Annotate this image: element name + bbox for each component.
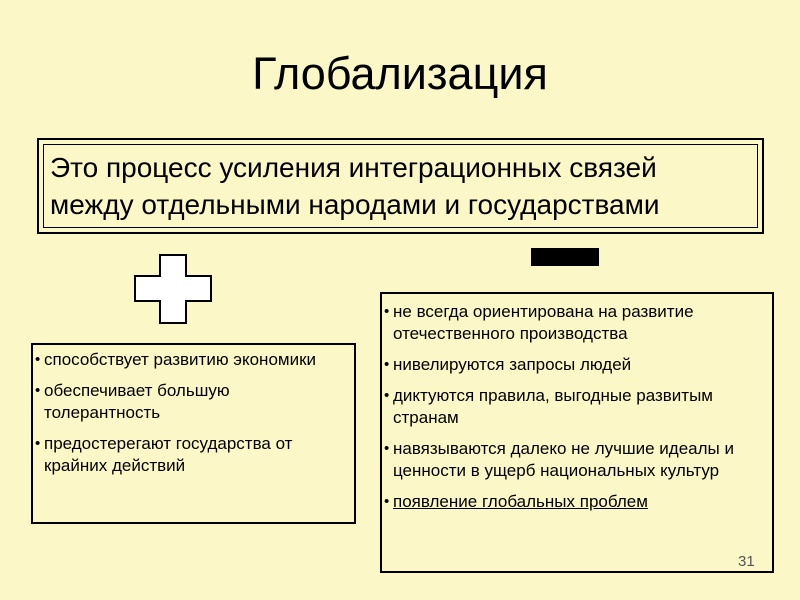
minus-icon <box>531 248 599 266</box>
page-title: Глобализация <box>252 48 548 99</box>
list-item[interactable]: • появление глобальных проблем <box>384 492 648 511</box>
list-item-text: навязываются далеко не лучшие идеалы и ценности в ущерб национальных культур <box>393 439 734 480</box>
list-item-text: способствует развитию экономики <box>44 350 317 369</box>
disadvantages-panel <box>380 292 774 573</box>
list-item: • способствует развитию экономики <box>35 350 317 369</box>
list-item-text: не всегда ориентирована на развитие отечественного производства <box>393 302 694 343</box>
list-item: • обеспечивает большую толерантность <box>35 381 230 422</box>
list-item-text: диктуются правила, выгодные развитым странам <box>393 386 713 427</box>
definition-box <box>37 138 764 234</box>
list-item-text: нивелируются запросы людей <box>393 355 632 374</box>
list-item: • диктуются правила, выгодные развитым странам <box>384 386 713 427</box>
list-item: • навязываются далеко не лучшие идеалы и ценности в ущерб национальных культур <box>384 439 734 480</box>
list-item: • не всегда ориентирована на развитие отечественного производства <box>384 302 694 343</box>
plus-icon <box>134 254 212 324</box>
list-item-text: предостерегают государства от крайних действий <box>44 434 293 475</box>
disadvantages-list <box>382 301 766 513</box>
list-item: • предостерегают государства от крайних действий <box>35 434 293 475</box>
definition-line-2: между отдельными народами и государствами <box>50 189 660 220</box>
definition-line-1: Это процесс усиления интеграционных связей <box>50 152 657 183</box>
advantages-list <box>33 349 348 477</box>
definition-text <box>43 144 758 228</box>
page-number: 31 <box>738 553 755 570</box>
list-item: • нивелируются запросы людей <box>384 355 632 374</box>
advantages-panel <box>31 343 356 524</box>
global-problems-link[interactable]: появление глобальных проблем <box>393 492 648 511</box>
list-item-text: обеспечивает большую толерантность <box>44 381 230 422</box>
